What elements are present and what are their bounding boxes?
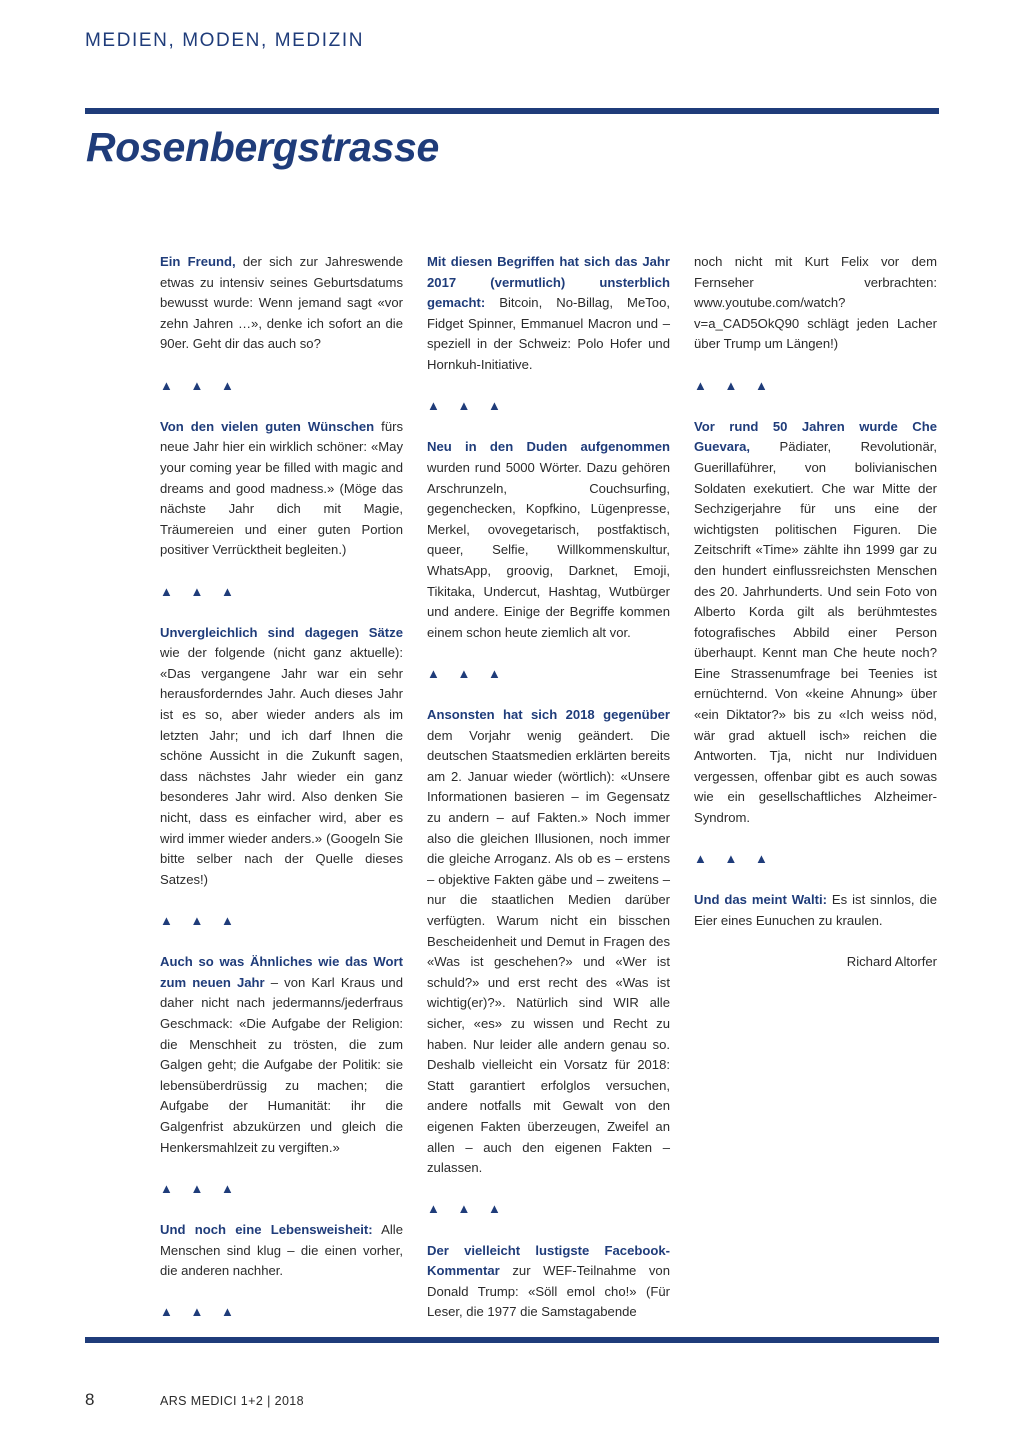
article-lead: Neu in den Duden aufgenommen (427, 439, 670, 455)
article-saetze (160, 623, 403, 891)
article-facebook (427, 1241, 670, 1323)
separator-triangles-icon: ▲ ▲ ▲ (427, 665, 508, 681)
article-begriffe (427, 252, 670, 376)
separator-triangles-icon: ▲ ▲ ▲ (160, 1180, 241, 1196)
page-number: 8 (85, 1390, 95, 1409)
separator-triangles-icon: ▲ ▲ ▲ (160, 1304, 241, 1320)
article-lead: Und das meint Walti: (694, 892, 827, 908)
article-facebook-continued: noch nicht mit Kurt Felix vor dem Fernseher verbrachten: www.youtube.com/watch?v=a_CAD5OkQ90 schlägt jeden Lacher über Trump um Längen!) (694, 254, 937, 352)
page-title: Rosenbergstrasse (86, 124, 439, 170)
section-label: MEDIEN, MODEN, MEDIZIN (85, 30, 365, 51)
separator-triangles-icon: ▲ ▲ ▲ (160, 583, 241, 599)
column-3 (694, 252, 937, 993)
article-text: der sich zur Jahreswende etwas zu intensiv seines Geburtsdatums bewusst wurde: Wenn jemand sagt «vor zehn Jahren …», denke ich sofort an die 90er. Geht dir das auch so? (160, 254, 404, 352)
article-lebensweisheit (160, 1220, 403, 1282)
bottom-rule (85, 1337, 939, 1343)
article-text: zur WEF-Teilnahme von Donald Trump: «Söll emol cho!» (Für Leser, die 1977 die Samstagabende (427, 1263, 670, 1320)
article-lead: Mit diesen Begriffen hat sich das Jahr 2017 (vermutlich) unsterblich gemacht: (427, 254, 670, 311)
article-freund (160, 252, 403, 355)
separator-triangles-icon: ▲ ▲ ▲ (160, 377, 241, 393)
separator-triangles-icon: ▲ ▲ ▲ (427, 398, 508, 414)
article-text: Pädiater, Revolutionär, Guerillaführer, von bolivianischen Soldaten exekutiert. Che war Mitte der Sechzigerjahre für uns eine der wichtigsten politischen Figuren. Die Zeitschrift «Time» zählte ihn 1999 gar zu den hundert einflussreichsten Menschen des 20. Jahrhunderts. Und sein Foto von Alberto Korda gilt als berühmtestes fotografisches Abbild einer Person überhaupt. Kennt man Che heute noch? Eine Strassenumfrage bei Teenies ist ernüchternd. Von «keine Ahnung» über «ein Diktator?» bis zu «Ich weiss nöd, wär grad aktuell isch» reichen die Antworten. Tja, nicht nur Individuen vergessen, offenbar gibt es auch sowas wie ein gesellschaftliches Alzheimer-Syndrom. (694, 439, 937, 826)
separator-triangles-icon: ▲ ▲ ▲ (694, 851, 775, 867)
author-signature: Richard Altorfer (846, 954, 937, 970)
article-lead: Von den vielen guten Wünschen (160, 418, 375, 434)
column-1 (160, 252, 403, 1343)
article-text: wie der folgende (nicht ganz aktuelle): «Das vergangene Jahr war ein sehr herausforderndes Jahr. Auch dieses Jahr ist es so, aber wieder anders als im letzten Jahr; und ich darf Ihnen die schöne Aussicht in die Zukunft sagen, dass nächstes Jahr wieder ein ganz besonderes Jahr wird. Also denken Sie nicht, dass es einfacher wird, aber es wird immer wieder anders.» (Googeln Sie bitte selber nach der Quelle dieses Satzes!) (160, 645, 403, 887)
article-text: fürs neue Jahr hier ein wirklich schöner: «May your coming year be filled with magic and dreams and good madness.» (Möge das nächste Jahr dich mit Magie, Träumereien und einer guten Portion positiver Verrücktheit begleiten.) (160, 418, 404, 558)
article-wuensche (160, 417, 403, 561)
article-kraus (160, 952, 403, 1158)
article-text: – von Karl Kraus und daher nicht nach jedermanns/jederfraus Geschmack: «Die Aufgabe der Religion: die Menschheit zu trösten, die zum Galgen geht; die Aufgabe der Politik: sie lebensüberdrüssig zu machen; die Aufgabe der Humanität: ihr die Galgenfrist abzukürzen und gleich die Henkersmahlzeit zu vergiften.» (160, 974, 403, 1155)
article-walti (694, 890, 937, 931)
article-lead: Vor rund 50 Jahren wurde Che Guevara, (694, 418, 937, 455)
article-text: Es ist sinnlos, die Eier eines Eunuchen zu kraulen. (694, 892, 937, 928)
article-lead: Ein Freund, (160, 254, 236, 269)
article-text: dem Vorjahr wenig geändert. Die deutschen Staatsmedien erklärten bereits am 2. Januar wieder (wörtlich): «Unsere Informationen basieren – im Gegensatz zu andern – auf Fakten.» Noch immer also die gleichen Illusionen, noch immer die gleiche Arroganz. Als ob es – erstens – objektive Fakten gäbe und – zweitens – nur die staatlichen Medien darüber verfügten. Warum nicht ein bisschen Bescheidenheit und Demut in Fragen des «Was ist geschehen?» und «Wer ist schuld?» und erst recht des «Was ist wichtig(er)?». Natürlich sind WIR alle sicher, «es» zu wissen und Recht zu haben. Nur leider alle andern genau so. Deshalb vielleicht ein Vorsatz für 2018: Statt garantiert erfolglos versuchen, andere notfalls mit Gewalt von den eigenen Fakten überzeugen, Zweifel an allen – auch den eigenen Fakten – zulassen. (427, 727, 670, 1176)
article-text: Bitcoin, No-Billag, MeToo, Fidget Spinner, Emmanuel Macron und – speziell in der Schweiz: Polo Hofer und Hornkuh-Initiative. (427, 295, 670, 372)
article-lead: Auch so was Ähnliches wie das Wort zum neuen Jahr (160, 954, 403, 990)
column-2 (427, 252, 670, 1343)
separator-triangles-icon: ▲ ▲ ▲ (694, 377, 775, 393)
article-che-guevara (694, 417, 937, 829)
article-text: wurden rund 5000 Wörter. Dazu gehören Arschrunzeln, Couchsurfing, gegenchecken, Kopfkino, Lügenpresse, Merkel, ovovegetarisch, postfaktisch, queer, Selfie, Willkommenskultur, WhatsApp, groovig, Darknet, Emoji, Tikitaka, Undercut, Hashtag, Wutbürger und andere. Einige der Begriffe kommen einem schon heute ziemlich alt vor. (427, 459, 670, 640)
article-text: Alle Menschen sind klug – die einen vorher, die anderen nachher. (160, 1221, 403, 1279)
publication-info: ARS MEDICI 1+2 | 2018 (160, 1394, 305, 1408)
separator-triangles-icon: ▲ ▲ ▲ (160, 913, 241, 928)
article-lead: Der vielleicht lustigste Facebook-Kommentar (427, 1242, 670, 1279)
article-lead: Und noch eine Lebensweisheit: (160, 1221, 373, 1237)
top-rule (85, 108, 939, 114)
article-lead: Ansonsten hat sich 2018 gegenüber (427, 707, 670, 723)
article-fakten (427, 705, 670, 1179)
separator-triangles-icon: ▲ ▲ ▲ (427, 1201, 508, 1217)
article-duden (427, 437, 670, 643)
article-lead: Unvergleichlich sind dagegen Sätze (160, 624, 403, 640)
